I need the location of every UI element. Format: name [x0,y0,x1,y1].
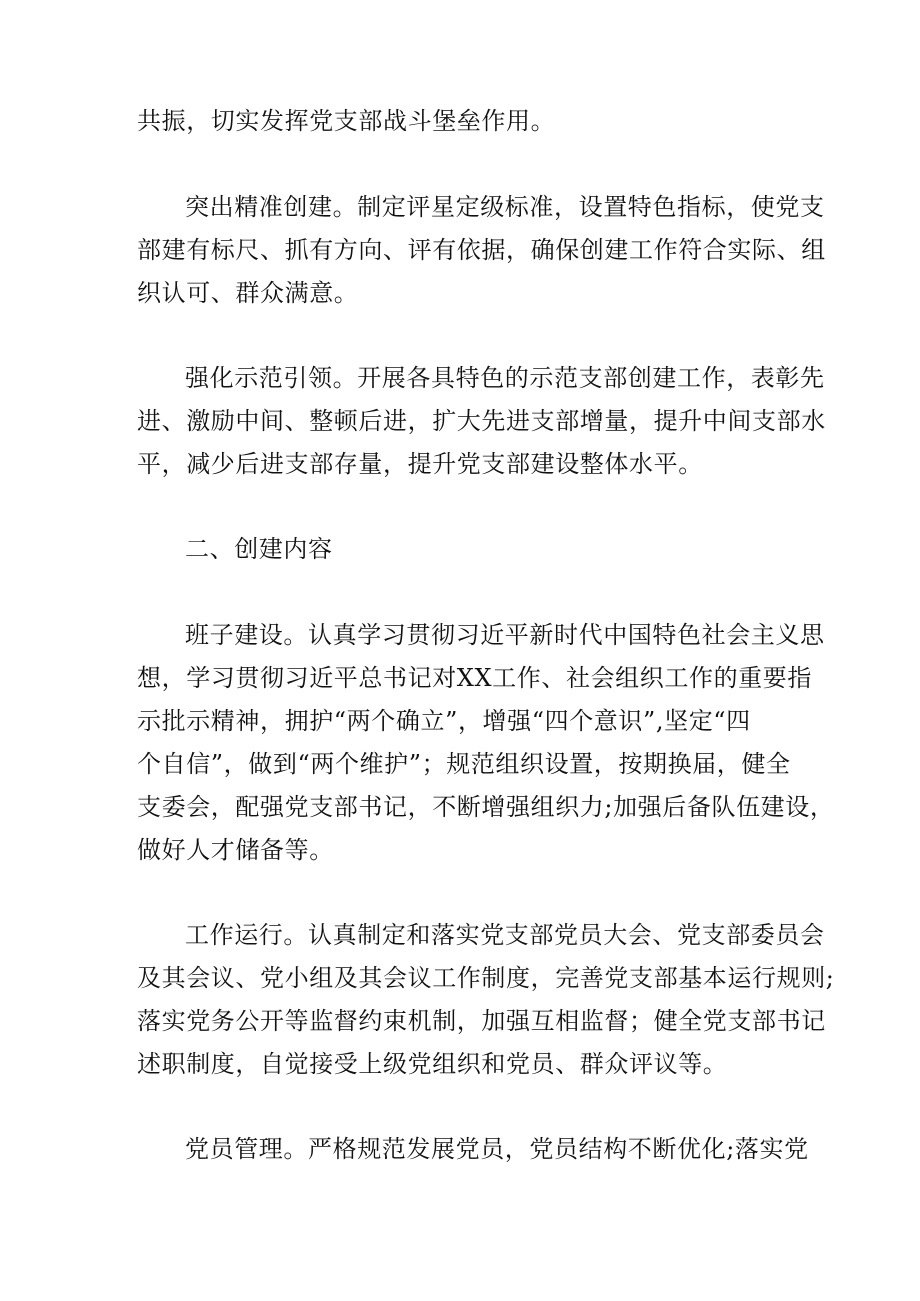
paragraph-work-operation [137,914,835,1086]
paragraph-line: 想，学习贯彻习近平总书记对XX工作、社会组织工作的重要指 [137,664,812,692]
paragraph-line: 述职制度，自觉接受上级党组织和党员、群众评议等。 [137,1050,728,1078]
section-heading [137,528,787,571]
paragraph-team-building [137,614,835,872]
paragraph-line: 平，减少后进支部存量，提升党支部建设整体水平。 [137,450,703,478]
paragraph-line: 班子建设。认真学习贯彻习近平新时代中国特色社会主义思 [185,621,825,649]
paragraph-line: 示批示精神，拥护“两个确立”，增强“四个意识”,坚定“四 [137,707,751,735]
paragraph-line: 个自信”，做到“两个维护”；规范组织设置，按期换届，健全 [137,750,791,778]
paragraph-line: 落实党务公开等监督约束机制，加强互相监督；健全党支部书记 [137,1007,826,1035]
paragraph-line: 部建有标尺、抓有方向、评有依据，确保创建工作符合实际、组 [137,236,826,264]
paragraph-continuation [137,100,787,143]
paragraph-member-management [137,1128,809,1171]
paragraph-line: 及其会议、党小组及其会议工作制度，完善党支部基本运行规则; [137,964,835,992]
paragraph-line: 共振，切实发挥党支部战斗堡垒作用。 [137,107,556,135]
paragraph-line: 突出精准创建。制定评星定级标准，设置特色指标，使党支 [185,193,825,221]
paragraph-line: 进、激励中间、整顿后进，扩大先进支部增量，提升中间支部水 [137,407,826,435]
paragraph-line: 做好人才储备等。 [137,836,334,864]
paragraph-line: 支委会，配强党支部书记，不断增强组织力;加强后备队伍建设， [137,793,835,821]
paragraph-precise-creation [137,186,826,315]
paragraph-line: 党员管理。严格规范发展党员，党员结构不断优化;落实党 [185,1135,809,1163]
paragraph-model-leading [137,357,826,486]
paragraph-line: 工作运行。认真制定和落实党支部党员大会、党支部委员会 [185,921,825,949]
paragraph-line: 强化示范引领。开展各具特色的示范支部创建工作，表彰先 [185,364,825,392]
paragraph-line: 织认可、群众满意。 [137,279,359,307]
section-heading-text: 二、创建内容 [185,535,333,563]
